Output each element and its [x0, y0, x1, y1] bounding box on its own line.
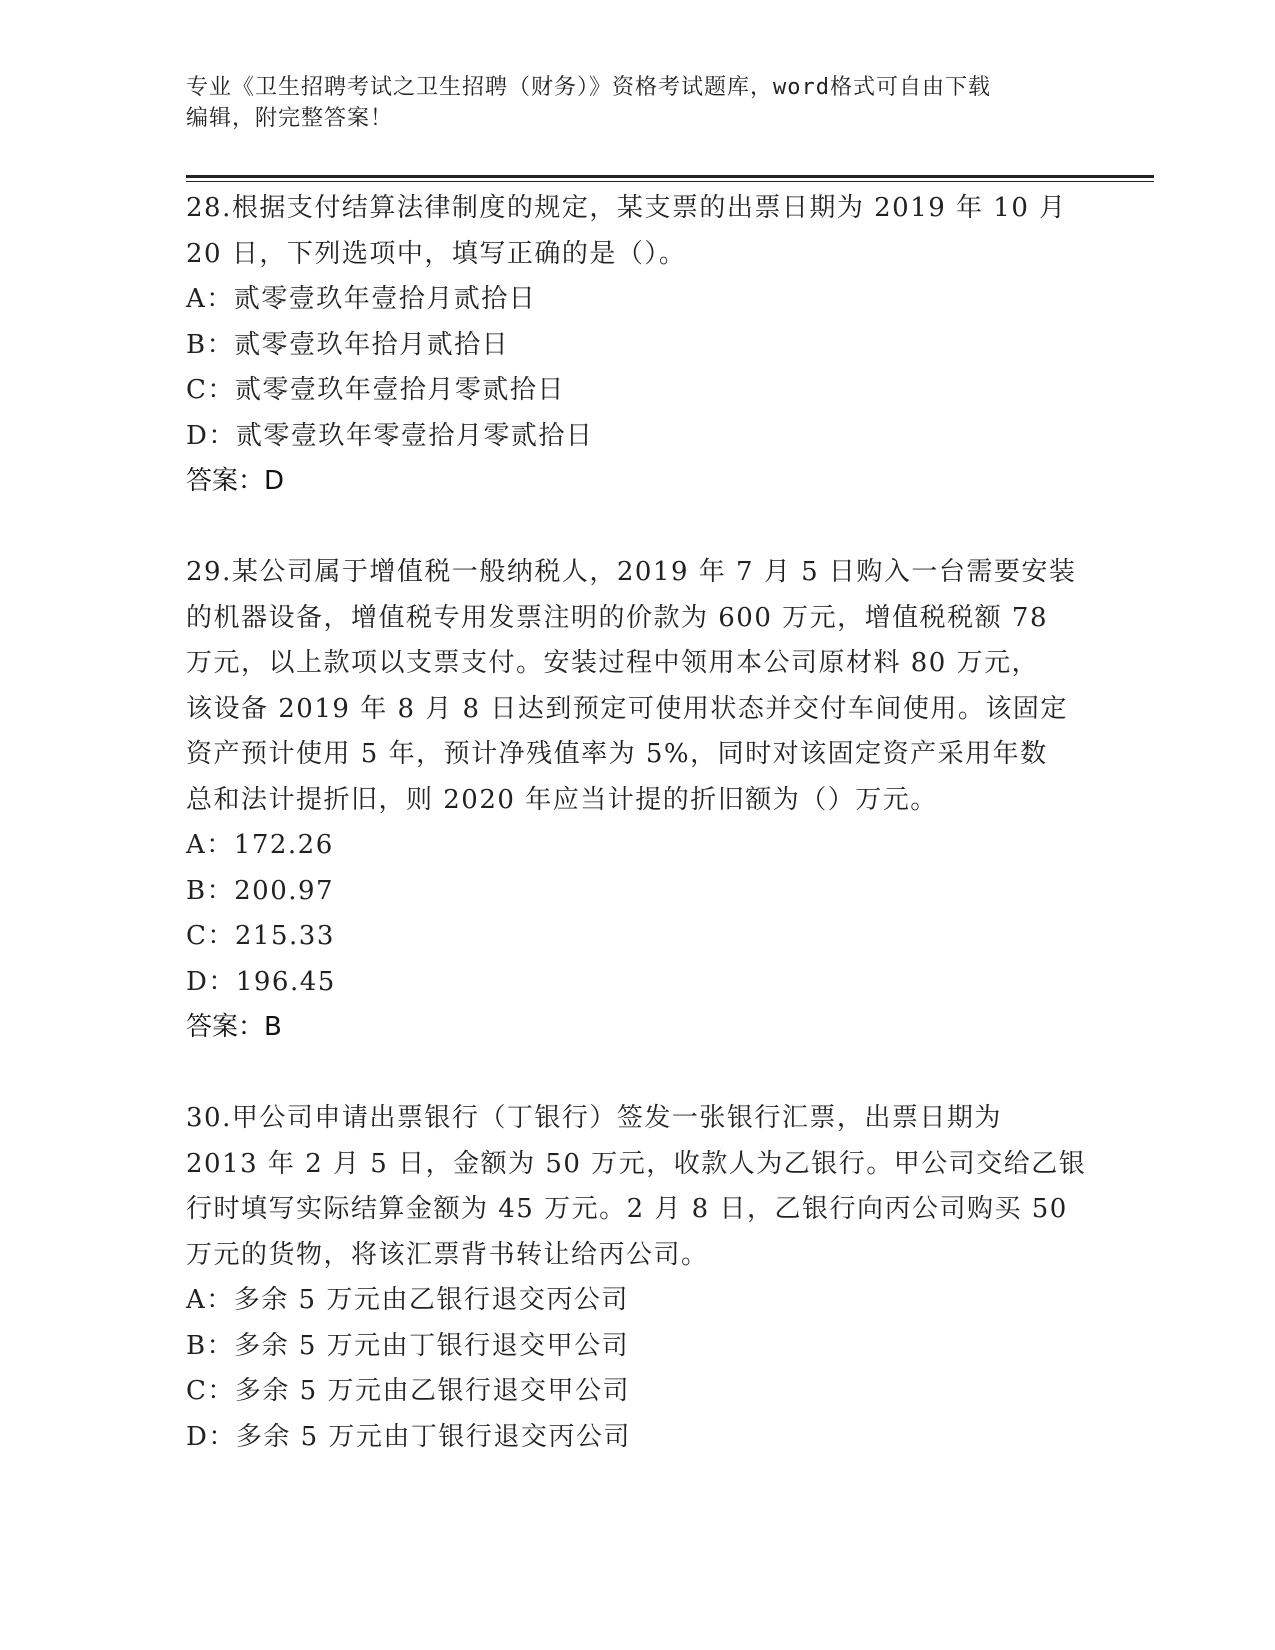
answer-line: 答案：D	[186, 466, 285, 496]
question-stem-line: 的机器设备，增值税专用发票注明的价款为 600 万元，增值税税额 78	[186, 602, 1049, 633]
question-stem-line: 30.甲公司申请出票银行（丁银行）签发一张银行汇票，出票日期为	[186, 1103, 1002, 1133]
question-28	[186, 186, 1086, 505]
option-d: D：贰零壹玖年零壹拾月零贰拾日	[186, 420, 594, 451]
question-stem-line: 该设备 2019 年 8 月 8 日达到预定可使用状态并交付车间使用。该固定	[186, 693, 1068, 724]
question-29	[186, 550, 1086, 1051]
answer-line: 答案：B	[186, 1012, 282, 1042]
question-stem-line: 万元的货物，将该汇票背书转让给丙公司。	[186, 1239, 709, 1270]
question-stem-line: 资产预计使用 5 年，预计净残值率为 5%，同时对该固定资产采用年数	[186, 739, 1048, 769]
option-a: A：贰零壹玖年壹拾月贰拾日	[186, 284, 537, 314]
option-b: B：多余 5 万元由丁银行退交甲公司	[186, 1330, 630, 1361]
question-stem-line: 28.根据支付结算法律制度的规定，某支票的出票日期为 2019 年 10 月	[186, 193, 1067, 223]
option-d: D：196.45	[186, 966, 336, 997]
question-stem-line: 总和法计提折旧，则 2020 年应当计提的折旧额为（）万元。	[186, 784, 938, 815]
question-stem-line: 万元，以上款项以支票支付。安装过程中领用本公司原材料 80 万元，	[186, 648, 1040, 678]
option-d: D：多余 5 万元由丁银行退交丙公司	[186, 1421, 631, 1452]
header-line: 专业《卫生招聘考试之卫生招聘（财务）》资格考试题库，word格式可自由下载	[186, 75, 991, 100]
option-b: B：贰零壹玖年拾月贰拾日	[186, 329, 510, 360]
option-a: A：172.26	[186, 830, 334, 860]
question-stem-line: 行时填写实际结算金额为 45 万元。2 月 8 日，乙银行向丙公司购买 50	[186, 1194, 1068, 1224]
header-line: 编辑，附完整答案！	[186, 106, 394, 131]
option-c: C：多余 5 万元由乙银行退交甲公司	[186, 1376, 630, 1406]
document-header	[186, 72, 1086, 134]
header-divider-thick	[186, 175, 1154, 178]
option-c: C：贰零壹玖年壹拾月零贰拾日	[186, 375, 565, 405]
option-c: C：215.33	[186, 921, 335, 951]
question-30	[186, 1096, 1086, 1460]
header-divider-thin	[186, 181, 1154, 182]
question-stem-line: 2013 年 2 月 5 日，金额为 50 万元，收款人为乙银行。甲公司交给乙银	[186, 1148, 1087, 1179]
option-a: A：多余 5 万元由乙银行退交丙公司	[186, 1285, 629, 1315]
option-b: B：200.97	[186, 875, 335, 906]
question-stem-line: 20 日，下列选项中，填写正确的是（）。	[186, 238, 687, 269]
question-stem-line: 29.某公司属于增值税一般纳税人，2019 年 7 月 5 日购入一台需要安装	[186, 557, 1077, 587]
